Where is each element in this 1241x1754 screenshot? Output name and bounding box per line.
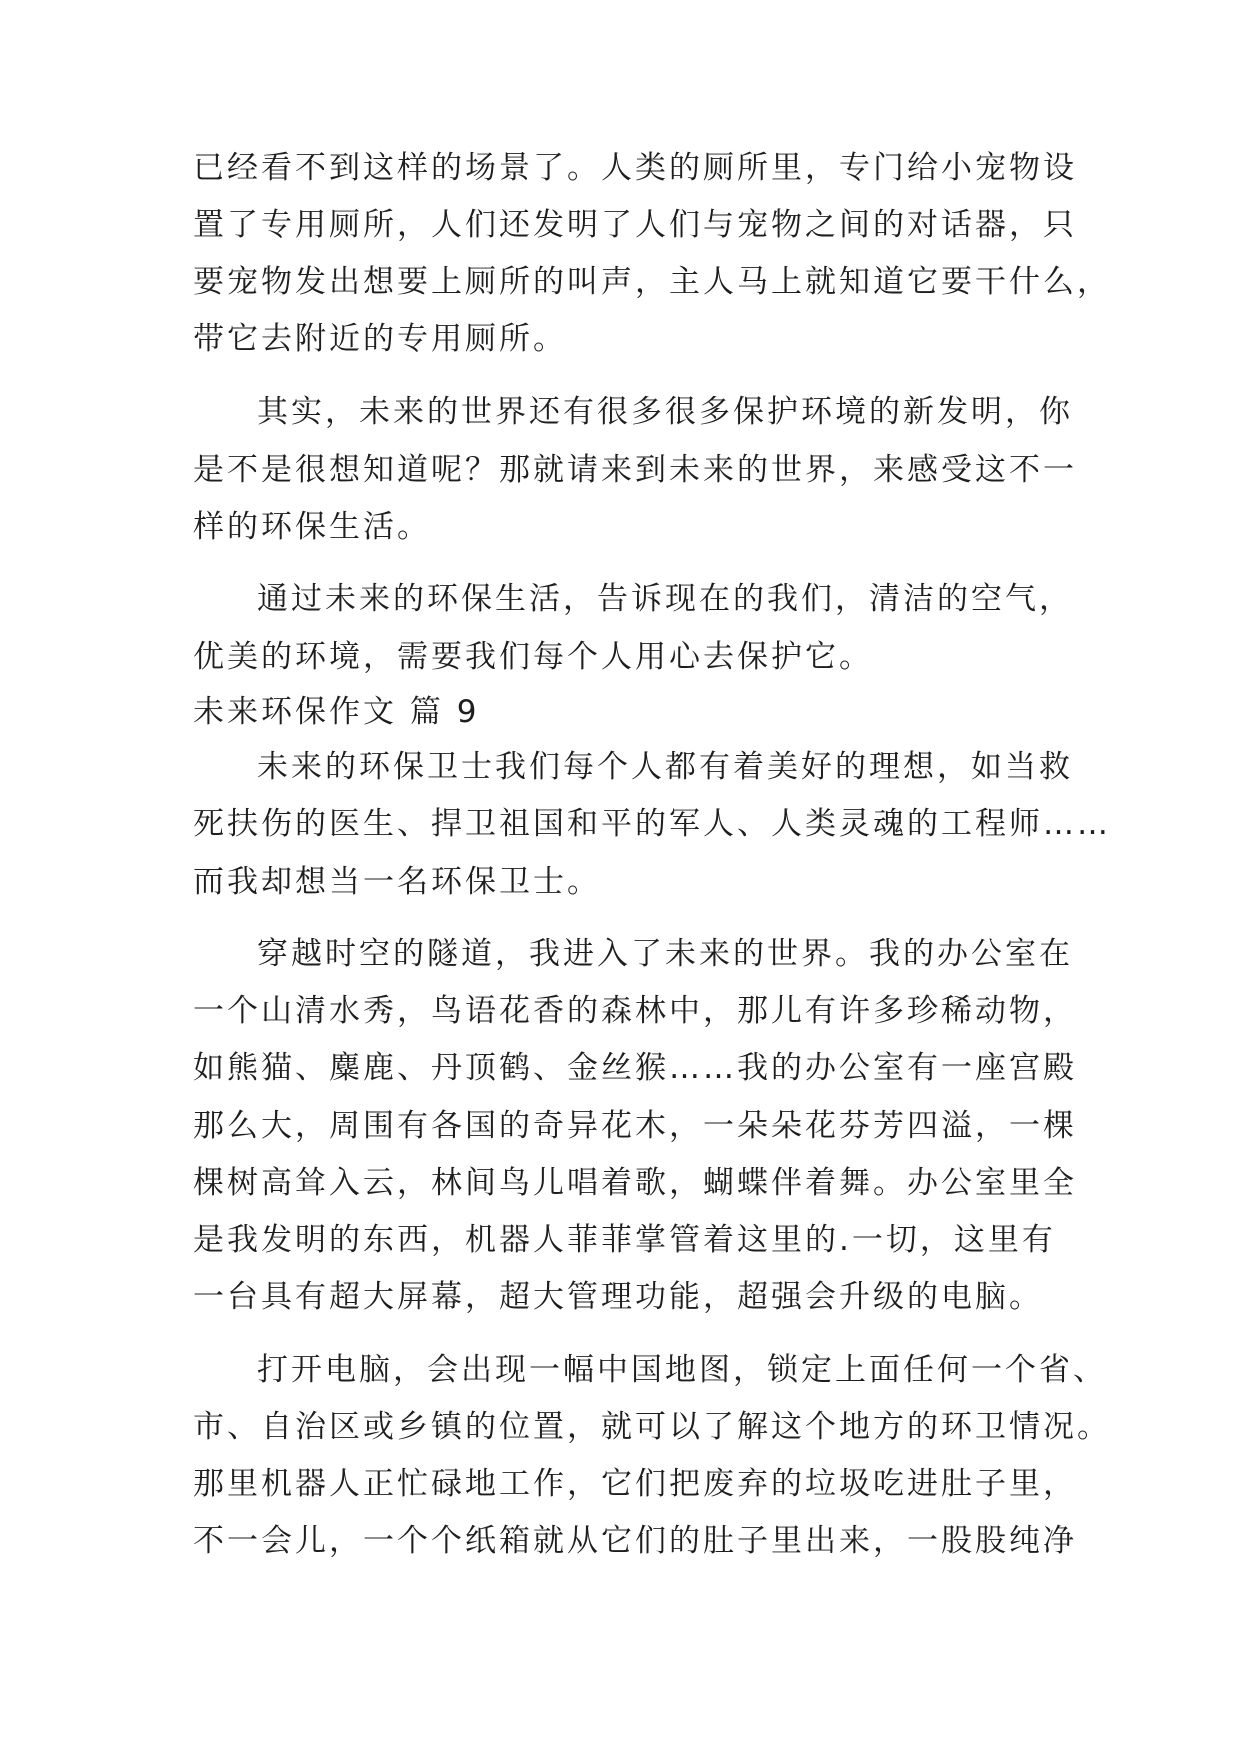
text-line: 如熊猫、麋鹿、丹顶鹤、金丝猴……我的办公室有一座宫殿 (193, 1050, 1077, 1086)
text-line: 而我却想当一名环保卫士。 (193, 864, 601, 900)
text-line: 不一会儿，一个个纸箱就从它们的肚子里出来，一股股纯净 (193, 1523, 1077, 1559)
text-line: 要宠物发出想要上厕所的叫声，主人马上就知道它要干什么， (193, 264, 1111, 300)
paragraph-start-line: 未来的环保卫士我们每个人都有着美好的理想，如当救 (257, 749, 1073, 785)
text-line: 置了专用厕所，人们还发明了人们与宠物之间的对话器，只 (193, 207, 1077, 243)
text-line: 是我发明的东西，机器人菲菲掌管着这里的.一切，这里有 (193, 1222, 1056, 1258)
text-line: 已经看不到这样的场景了。人类的厕所里，专门给小宠物设 (193, 150, 1077, 186)
text-line: 带它去附近的专用厕所。 (193, 321, 567, 357)
paragraph-start-line: 通过未来的环保生活，告诉现在的我们，清洁的空气， (257, 581, 1073, 617)
text-line: 死扶伤的医生、捍卫祖国和平的军人、人类灵魂的工程师…… (193, 806, 1111, 842)
text-line: 一台具有超大屏幕，超大管理功能，超强会升级的电脑。 (193, 1279, 1043, 1315)
text-line: 优美的环境，需要我们每个人用心去保护它。 (193, 639, 873, 675)
paragraph-start-line: 打开电脑，会出现一幅中国地图，锁定上面任何一个省、 (257, 1352, 1107, 1388)
section-heading: 未来环保作文 篇 9 (193, 694, 480, 730)
paragraph-start-line: 其实，未来的世界还有很多很多保护环境的新发明，你 (257, 394, 1073, 430)
text-line: 棵树高耸入云，林间鸟儿唱着歌，蝴蝶伴着舞。办公室里全 (193, 1165, 1077, 1201)
text-line: 那么大，周围有各国的奇异花木，一朵朵花芬芳四溢，一棵 (193, 1108, 1077, 1144)
text-line: 市、自治区或乡镇的位置，就可以了解这个地方的环卫情况。 (193, 1409, 1111, 1445)
text-line: 样的环保生活。 (193, 509, 431, 545)
paragraph-start-line: 穿越时空的隧道，我进入了未来的世界。我的办公室在 (257, 936, 1073, 972)
text-line: 一个山清水秀，鸟语花香的森林中，那儿有许多珍稀动物， (193, 993, 1077, 1029)
text-line: 是不是很想知道呢？那就请来到未来的世界，来感受这不一 (193, 452, 1077, 488)
text-line: 那里机器人正忙碌地工作，它们把废弃的垃圾吃进肚子里， (193, 1466, 1077, 1502)
